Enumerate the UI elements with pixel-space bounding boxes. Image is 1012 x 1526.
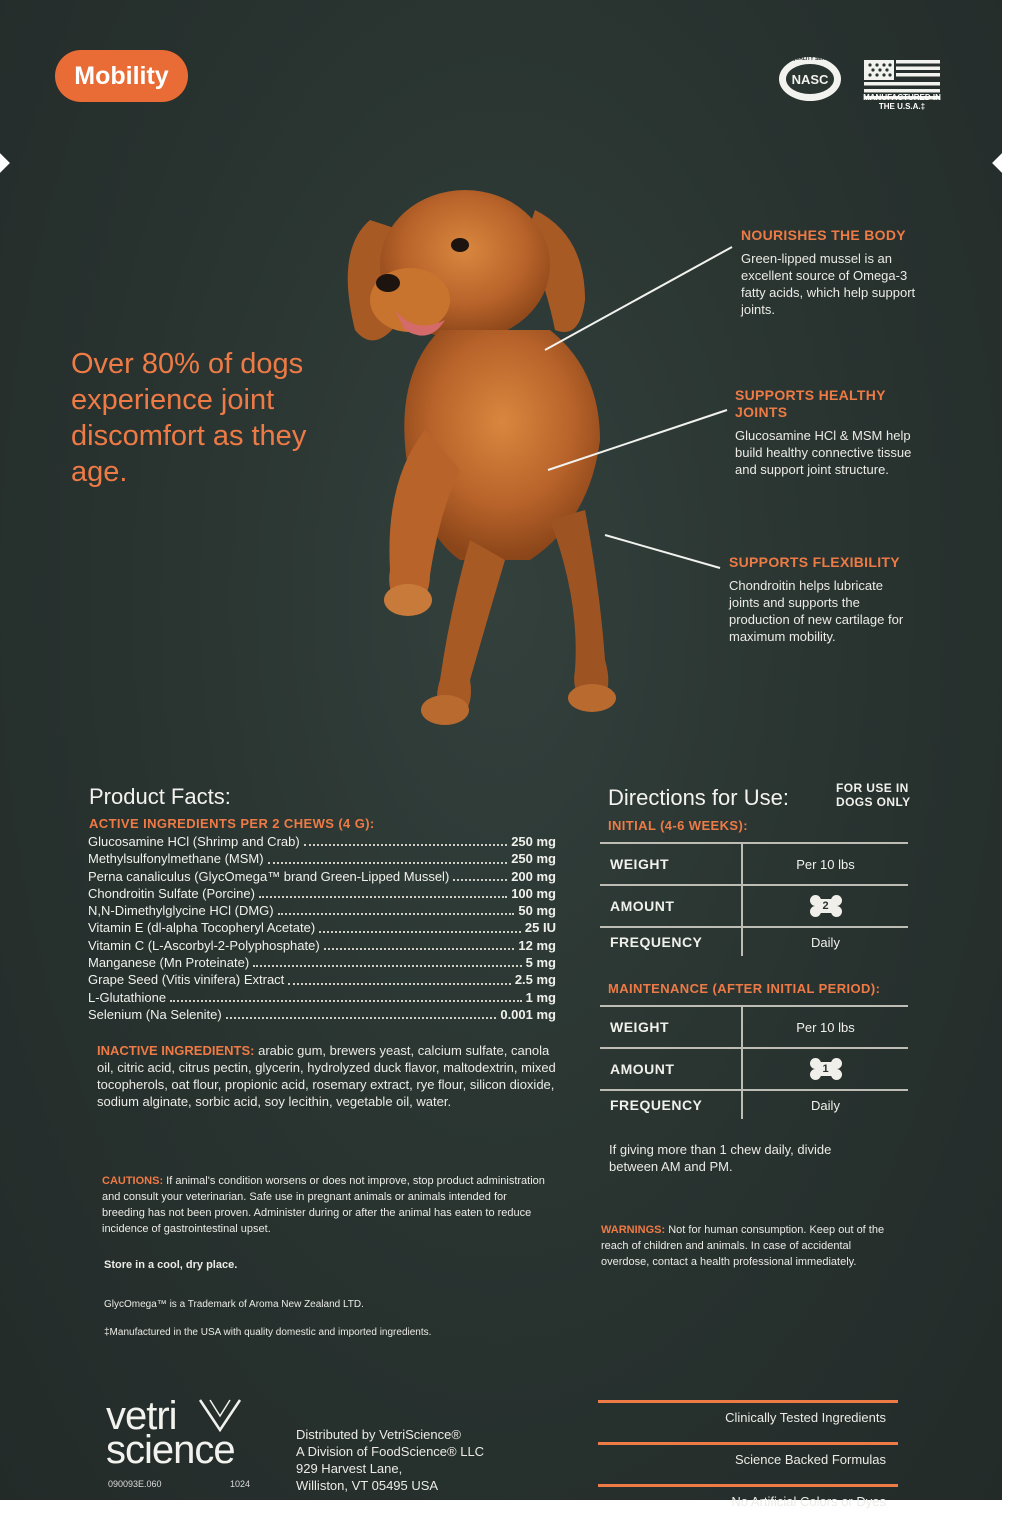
ingredient-row bbox=[88, 885, 556, 902]
callout-title: SUPPORTS FLEXIBILITY bbox=[729, 554, 900, 570]
bone-chew-icon bbox=[809, 895, 843, 917]
product-code: 090093E.060 bbox=[108, 1479, 162, 1489]
distributor-line: Williston, VT 05495 USA bbox=[296, 1478, 439, 1493]
table-row bbox=[600, 927, 908, 956]
initial-dosage-table bbox=[600, 842, 908, 956]
frequency-label: FREQUENCY bbox=[600, 1090, 742, 1119]
ingredient-row bbox=[88, 989, 556, 1006]
weight-label: WEIGHT bbox=[600, 843, 742, 885]
ingredient-amount: 250 mg bbox=[511, 834, 556, 849]
active-ingredients-header: ACTIVE INGREDIENTS PER 2 CHEWS (4 G): bbox=[89, 816, 375, 831]
dosage-note: If giving more than 1 chew daily, divide between AM and PM. bbox=[609, 1142, 832, 1174]
maintenance-header: MAINTENANCE (AFTER INITIAL PERIOD): bbox=[608, 981, 881, 996]
callout-body: Green-lipped mussel is an excellent source of Omega-3 fatty acids, which help support joints. bbox=[741, 251, 916, 317]
trademark-note: GlycOmega™ is a Trademark of Aroma New Zealand LTD. bbox=[104, 1299, 364, 1310]
ingredient-name: Glucosamine HCl (Shrimp and Crab) bbox=[88, 834, 300, 849]
ingredient-name: Grape Seed (Vitis vinifera) Extract bbox=[88, 972, 285, 988]
callout-title: SUPPORTS HEALTHY JOINTS bbox=[735, 387, 886, 420]
table-row bbox=[600, 1048, 908, 1090]
maintenance-dosage-table bbox=[600, 1005, 908, 1119]
distributor-info bbox=[296, 1426, 484, 1494]
ingredient-name: Perna canaliculus (GlycOmega™ brand Green-Lipped Mussel) bbox=[88, 868, 450, 884]
headline: Over 80% of dogs experience joint discomfort as they age. bbox=[71, 348, 307, 488]
claim-text: Clinically Tested Ingredients bbox=[725, 1410, 886, 1425]
ingredient-name: N,N-Dimethylglycine HCl (DMG) bbox=[88, 903, 274, 919]
claim-item bbox=[598, 1442, 898, 1484]
ingredient-name: Vitamin C (L-Ascorbyl-2-Polyphosphate) bbox=[88, 937, 320, 953]
ingredient-amount: 5 mg bbox=[525, 955, 556, 971]
category-badge: Mobility bbox=[55, 50, 188, 102]
distributor-line: Distributed by VetriScience® bbox=[296, 1427, 461, 1442]
ingredient-row bbox=[88, 954, 556, 971]
amount-label: AMOUNT bbox=[600, 885, 742, 927]
callout-body: Glucosamine HCl & MSM help build healthy connective tissue and support joint structure. bbox=[735, 428, 912, 477]
amount-value: 1 bbox=[815, 1062, 837, 1076]
seal-caption: QUALITY SEAL bbox=[791, 56, 829, 62]
inactive-ingredients bbox=[97, 1042, 557, 1110]
ingredient-amount: 50 mg bbox=[518, 903, 556, 919]
inactive-label: INACTIVE INGREDIENTS: bbox=[97, 1043, 255, 1058]
callout-flexibility bbox=[729, 554, 929, 645]
ingredient-amount: 12 mg bbox=[518, 937, 556, 953]
ingredient-amount: 200 mg bbox=[511, 868, 556, 884]
cautions-label: CAUTIONS: bbox=[102, 1175, 164, 1187]
ingredient-amount: 1 mg bbox=[525, 989, 556, 1005]
warnings-label: WARNINGS: bbox=[601, 1224, 666, 1236]
table-row bbox=[600, 885, 908, 927]
amount-value: 2 bbox=[815, 899, 837, 913]
weight-value: Per 10 lbs bbox=[742, 843, 908, 885]
callout-title: NOURISHES THE BODY bbox=[741, 227, 906, 243]
callout-joints bbox=[735, 387, 935, 478]
claim-text: No Artificial Colors or Dyes bbox=[731, 1494, 886, 1509]
claim-item bbox=[598, 1400, 898, 1442]
claim-item bbox=[598, 1484, 898, 1526]
logo-top: vetri bbox=[106, 1394, 177, 1438]
ingredient-name: Methylsulfonylmethane (MSM) bbox=[88, 851, 264, 867]
weight-value: Per 10 lbs bbox=[742, 1006, 908, 1048]
inactive-text: arabic gum, brewers yeast, calcium sulfate, canola oil, citric acid, citrus pectin, glycerin, hydrolyzed duck flavor, maltodextrin, mixed tocopherols, oat flour, propionic acid, rosemary extract, rye flour, silicon dioxide, sodium alginate, sorbic acid, soy lecithin, vegetable oil, water. bbox=[97, 1043, 556, 1109]
frequency-value: Daily bbox=[742, 1090, 908, 1119]
amount-label: AMOUNT bbox=[600, 1048, 742, 1090]
ingredient-row bbox=[88, 937, 556, 954]
active-ingredients-list bbox=[88, 833, 556, 1023]
directions-title: Directions for Use: bbox=[608, 785, 789, 810]
ingredient-row bbox=[88, 850, 556, 867]
storage-note: Store in a cool, dry place. bbox=[104, 1259, 238, 1271]
callout-body: Chondroitin helps lubricate joints and supports the production of new cartilage for maximum mobility. bbox=[729, 578, 904, 644]
logo-bottom: science bbox=[106, 1428, 235, 1472]
product-facts-title: Product Facts: bbox=[89, 784, 231, 809]
warnings bbox=[601, 1222, 891, 1270]
cautions-text: If animal's condition worsens or does not improve, stop product administration and consult your veterinarian. Safe use in pregnant animals or animals intended for breeding has not been proven. Administer during or after the animal has eaten to reduce incidence of gastrointestinal upset. bbox=[102, 1175, 545, 1235]
ingredient-name: Vitamin E (dl-alpha Tocopheryl Acetate) bbox=[88, 920, 316, 936]
ingredient-name: Chondroitin Sulfate (Porcine) bbox=[88, 885, 255, 901]
initial-header: INITIAL (4-6 WEEKS): bbox=[608, 818, 748, 833]
product-code-2: 1024 bbox=[230, 1479, 251, 1489]
ingredient-amount: 100 mg bbox=[511, 885, 556, 901]
ingredient-row bbox=[88, 902, 556, 919]
distributor-line: A Division of FoodScience® LLC bbox=[296, 1444, 485, 1459]
ingredient-amount: 2.5 mg bbox=[514, 972, 556, 988]
vetri-v-mark-icon bbox=[192, 1396, 252, 1436]
table-row bbox=[600, 843, 908, 885]
warnings-text: Not for human consumption. Keep out of the reach of children and animals. In case of accidental overdose, contact a health professional immediately. bbox=[601, 1224, 885, 1268]
seal-text: NASC bbox=[791, 72, 829, 87]
ingredient-row bbox=[88, 971, 556, 988]
ingredient-amount: 250 mg bbox=[511, 851, 556, 867]
distributor-line: 929 Harvest Lane, bbox=[296, 1461, 403, 1476]
table-row bbox=[600, 1006, 908, 1048]
weight-label: WEIGHT bbox=[600, 1006, 742, 1048]
ingredient-row bbox=[88, 1006, 556, 1023]
frequency-value: Daily bbox=[742, 927, 908, 956]
claim-text: Science Backed Formulas bbox=[734, 1452, 886, 1467]
claims-list bbox=[598, 1400, 898, 1526]
cautions bbox=[102, 1173, 547, 1237]
ingredient-amount: 0.001 mg bbox=[500, 1006, 556, 1022]
ingredient-row bbox=[88, 833, 556, 850]
ingredient-name: Selenium (Na Selenite) bbox=[88, 1006, 222, 1022]
callout-nourishes bbox=[741, 227, 941, 318]
table-row bbox=[600, 1090, 908, 1119]
frequency-label: FREQUENCY bbox=[600, 927, 742, 956]
ingredient-row bbox=[88, 868, 556, 885]
ingredient-name: L-Glutathione bbox=[88, 989, 167, 1005]
made-in-usa-label: MANUFACTURED IN THE U.S.A.‡ bbox=[863, 93, 941, 111]
ingredient-amount: 25 IU bbox=[524, 920, 556, 936]
for-use-label: FOR USE IN DOGS ONLY bbox=[836, 781, 911, 809]
ingredient-row bbox=[88, 919, 556, 936]
bone-chew-icon bbox=[809, 1058, 843, 1080]
manufactured-note: ‡Manufactured in the USA with quality domestic and imported ingredients. bbox=[104, 1327, 432, 1338]
ingredient-name: Manganese (Mn Proteinate) bbox=[88, 955, 250, 971]
